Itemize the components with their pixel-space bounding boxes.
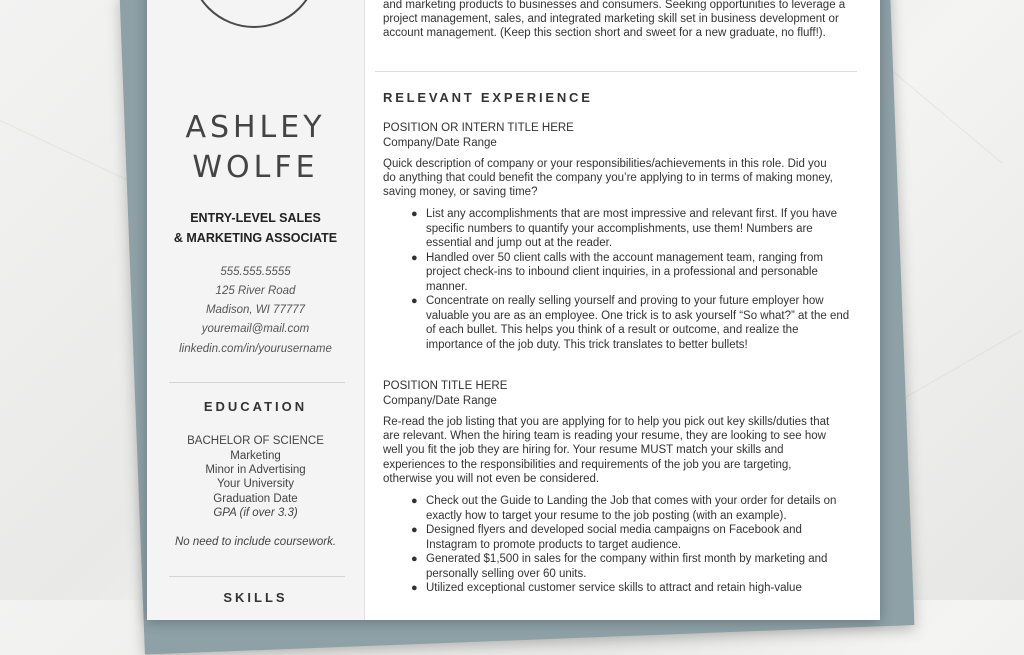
contact-street: 125 River Road (215, 285, 296, 297)
job-title: POSITION OR INTERN TITLE HERE (383, 122, 574, 134)
job-description-line: well you fit the job they are hiring for. Your resume MUST match your skills and (383, 444, 784, 456)
bullet-item (411, 523, 836, 552)
bullet-dot: ● (411, 208, 418, 220)
skills-heading: SKILLS (223, 590, 288, 605)
bullet-line: Instagram to promote products to target audience. (426, 538, 682, 551)
bullet-line: project check-ins to inbound client inquiries, in a professional and personable (426, 266, 818, 278)
bullet-dot: ● (411, 495, 418, 507)
bullet-dot: ● (411, 553, 418, 565)
section-divider (375, 71, 857, 72)
monogram-circle (189, 0, 319, 28)
bullet-line: essential and jump out at the reader. (426, 237, 613, 249)
education-degree: BACHELOR OF SCIENCE (187, 435, 324, 447)
name-first: ASHLEY (185, 110, 326, 145)
column-divider (364, 0, 365, 620)
education-date: Graduation Date (213, 493, 298, 505)
bullet-line: manner. (426, 280, 468, 293)
bullet-line: valuable you are as an employee. One trick is to ask yourself “So what?” at the end (426, 309, 850, 322)
sidebar-divider (169, 382, 345, 383)
bullet-list (411, 207, 850, 352)
bullet-item (411, 581, 836, 596)
job-description-line: Quick description of company or your responsibilities/achievements in this role. Did you (383, 158, 827, 170)
bullet-item (411, 294, 850, 352)
marble-vein (900, 330, 1022, 401)
education-major: Marketing (230, 450, 281, 462)
bullet-line: Handled over 50 client calls with the account management team, ranging from (426, 251, 823, 264)
job-title-line2: & MARKETING ASSOCIATE (173, 231, 338, 245)
job-company: Company/Date Range (383, 395, 497, 407)
contact-linkedin: linkedin.com/in/yourusername (179, 343, 332, 355)
bullet-item (411, 494, 837, 523)
resume-page (147, 0, 880, 620)
bullet-item (411, 552, 836, 581)
job-title-line1: ENTRY-LEVEL SALES (190, 211, 321, 225)
bullet-dot: ● (411, 251, 418, 264)
contact-phone: 555.555.5555 (220, 266, 291, 278)
bullet-line: List any accomplishments that are most impressive and relevant first. If you have (426, 208, 837, 220)
bullet-line: importance of the job duty. This trick translates to better bullets! (426, 338, 748, 351)
bullet-line: Utilized exceptional customer service skills to attract and retain high-value (426, 582, 802, 594)
job-description-line: experiences to the responsibilities and requirements of the job you are targeting, (383, 459, 792, 471)
bullet-line: Concentrate on really selling yourself and proving to your future employer how (426, 295, 824, 307)
sidebar-divider (169, 576, 345, 577)
contact-email: youremail@mail.com (201, 323, 310, 335)
bullet-line: exactly how to target your resume to the job posting (with an example). (426, 509, 787, 522)
sidebar (147, 0, 364, 620)
summary-line: and marketing products to businesses and consumers. Seeking opportunities to leverage a (383, 0, 846, 11)
education-note: No need to include coursework. (174, 536, 337, 548)
bullet-line: Generated $1,500 in sales for the company within first month by marketing and (426, 553, 828, 565)
job-title: POSITION TITLE HERE (383, 380, 508, 392)
job-company: Company/Date Range (383, 137, 497, 149)
bullet-line: Check out the Guide to Landing the Job that comes with your order for details on (426, 495, 837, 507)
bullet-line: Designed flyers and developed social media campaigns on Facebook and (426, 524, 802, 536)
experience-heading: RELEVANT EXPERIENCE (383, 90, 593, 105)
bullet-line: of each bullet. This helps you think of a result or outcome, and realize the (426, 324, 799, 336)
job-description-line: are relevant. When the hiring team is reading your resume, they are looking to see how (383, 430, 826, 442)
marble-vein (879, 60, 1002, 164)
bullet-line: personally selling over 60 units. (426, 567, 587, 580)
education-minor: Minor in Advertising (205, 464, 306, 476)
job-description-line: otherwise you will not even be considered. (383, 473, 600, 485)
bullet-dot: ● (411, 524, 418, 536)
summary-line: account management. (Keep this section short and sweet for a new graduate, no fluff!). (383, 27, 826, 39)
bullet-list (411, 494, 837, 596)
contact-city: Madison, WI 77777 (205, 304, 306, 316)
job-description-line: saving money, or saving time? (383, 186, 538, 198)
name-last: WOLFE (192, 150, 319, 185)
education-gpa: GPA (if over 3.3) (213, 507, 298, 519)
bullet-item (411, 207, 849, 251)
education-school: Your University (217, 478, 294, 490)
summary-line: project management, sales, and integrated marketing skill set in business development or (383, 13, 839, 25)
job-description-line: Re-read the job listing that you are applying for to help you pick out key skills/duties that (383, 416, 830, 428)
bullet-dot: ● (411, 295, 418, 307)
bullet-item (411, 251, 849, 295)
job-description-line: do anything that could benefit the company you’re applying to in terms of making money, (383, 172, 833, 184)
education-heading: EDUCATION (203, 399, 308, 414)
bullet-line: specific numbers to quantify your accomplishments, use them! Numbers are (426, 222, 813, 235)
bullet-dot: ● (411, 582, 418, 594)
